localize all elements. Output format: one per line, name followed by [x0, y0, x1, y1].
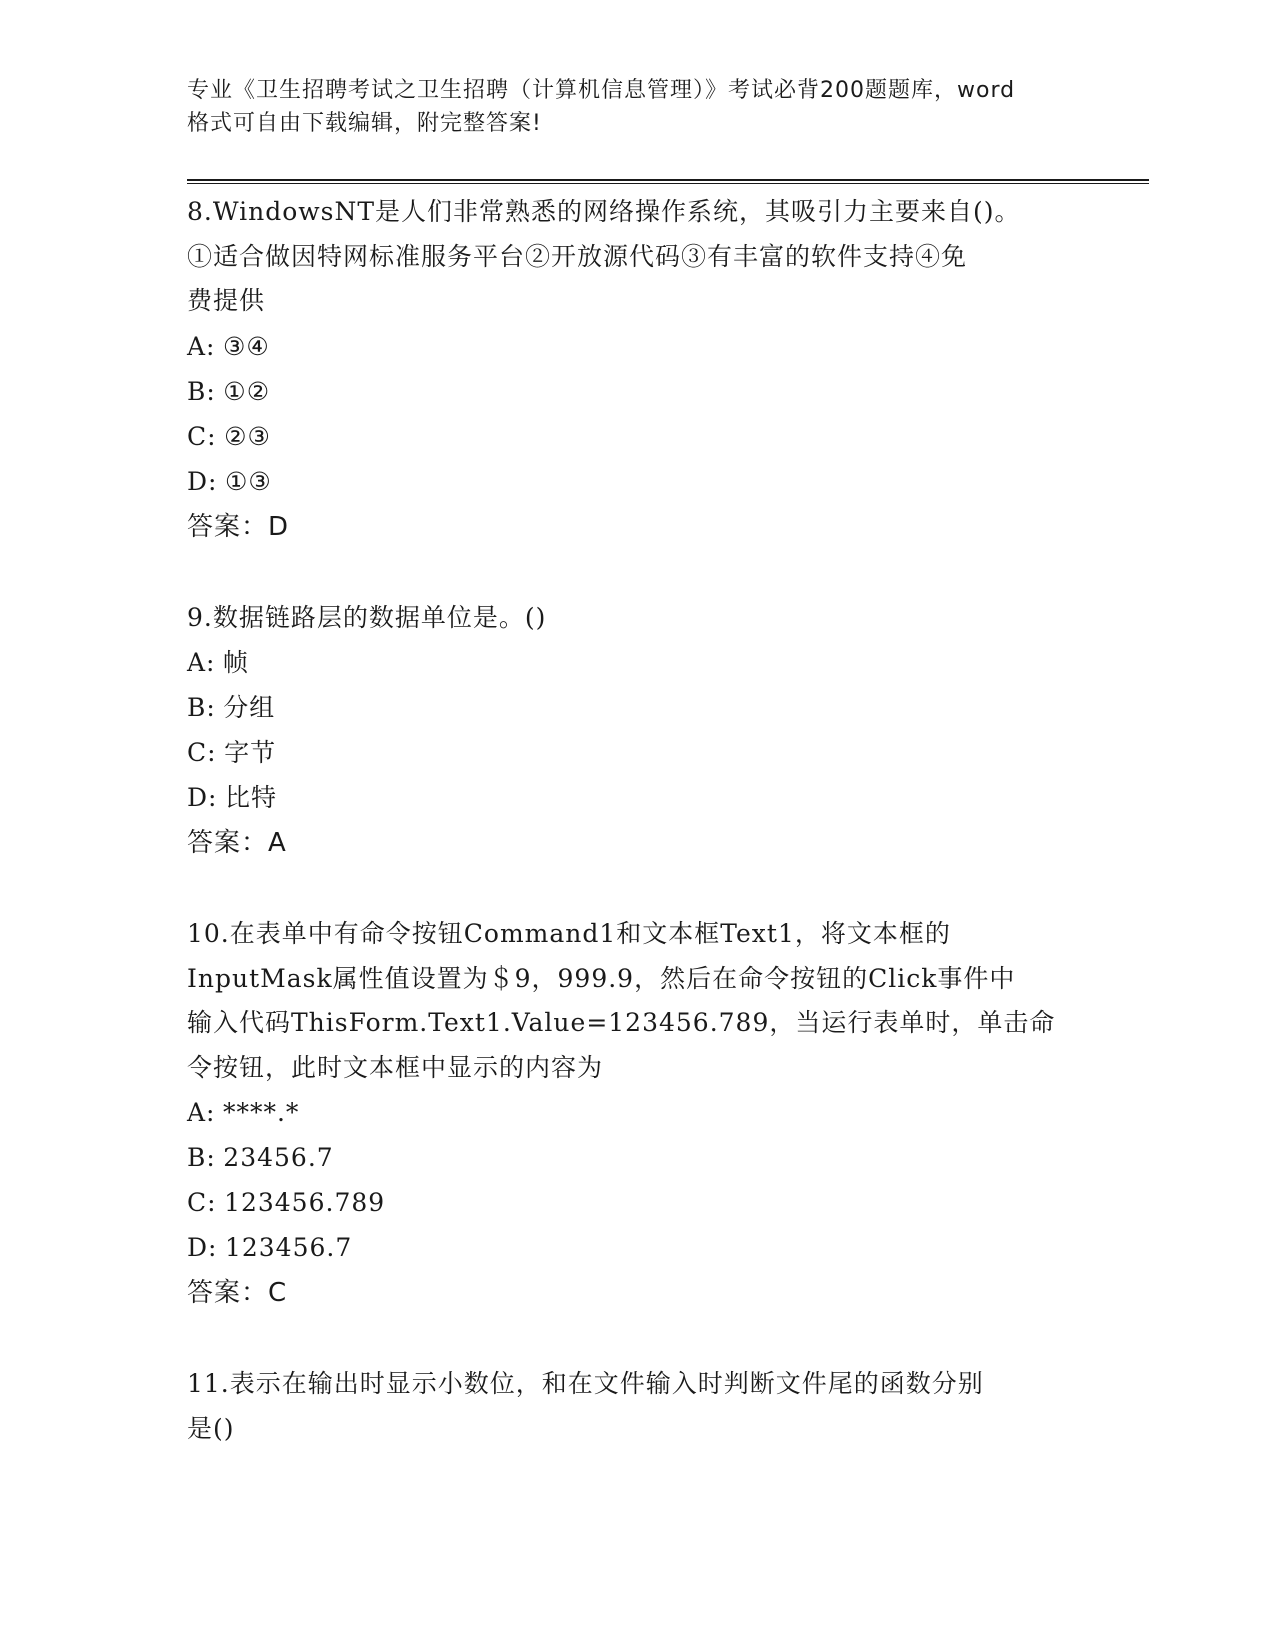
question-list — [187, 190, 1087, 1497]
option-text: 比特 — [224, 783, 277, 812]
option-c — [187, 414, 1087, 459]
option-a — [187, 1090, 1087, 1135]
option-letter: C: — [187, 738, 217, 767]
option-letter: B: — [187, 1143, 216, 1172]
question-line: 令按钮，此时文本框中显示的内容为 — [187, 1052, 604, 1082]
question-9 — [187, 596, 1087, 867]
option-c — [187, 730, 1087, 775]
question-10 — [187, 912, 1087, 1316]
option-letter: C: — [187, 1188, 217, 1217]
option-text: 123456.7 — [224, 1233, 353, 1262]
option-letter: D: — [187, 1233, 218, 1262]
answer-line: 答案：C — [187, 1278, 288, 1308]
option-text: 帧 — [222, 648, 249, 677]
question-line: 是() — [187, 1413, 235, 1443]
option-letter: B: — [187, 693, 216, 722]
option-text: ①③ — [224, 466, 272, 496]
option-letter: B: — [187, 376, 216, 406]
question-stem — [187, 912, 1087, 1090]
option-b — [187, 1135, 1087, 1180]
question-stem — [187, 190, 1087, 324]
question-line: ①适合做因特网标准服务平台②开放源代码③有丰富的软件支持④免 — [187, 241, 968, 271]
option-text: 123456.789 — [224, 1188, 386, 1217]
option-b — [187, 369, 1087, 414]
question-8 — [187, 190, 1087, 550]
answer-line: 答案：A — [187, 828, 287, 858]
question-line: 9.数据链路层的数据单位是。() — [187, 602, 547, 632]
question-line: 8.WindowsNT是人们非常熟悉的网络操作系统，其吸引力主要来自()。 — [187, 197, 1021, 226]
option-d — [187, 459, 1087, 504]
option-text: 字节 — [224, 738, 277, 767]
option-d — [187, 775, 1087, 820]
header-line-1: 专业《卫生招聘考试之卫生招聘（计算机信息管理）》考试必背200题题库，word — [187, 78, 1016, 103]
option-letter: C: — [187, 421, 217, 451]
option-letter: A: — [187, 1098, 216, 1127]
answer-line: 答案：D — [187, 511, 290, 542]
question-line: 10.在表单中有命令按钮Command1和文本框Text1，将文本框的 — [187, 919, 951, 948]
option-c — [187, 1180, 1087, 1225]
header-divider-thick — [187, 179, 1149, 181]
question-line: InputMask属性值设置为＄9，999.9，然后在命令按钮的Click事件中 — [187, 963, 1016, 993]
option-text: 23456.7 — [223, 1143, 334, 1172]
option-text: ②③ — [224, 421, 271, 451]
question-line: 输入代码ThisForm.Text1.Value=123456.789，当运行表单时，单击命 — [187, 1008, 1056, 1037]
header-divider-thin — [187, 183, 1149, 184]
question-line: 11.表示在输出时显示小数位，和在文件输入时判断文件尾的函数分别 — [187, 1369, 984, 1398]
question-stem — [187, 1362, 1087, 1451]
option-text: ①② — [223, 376, 271, 406]
option-text: ****.* — [222, 1098, 300, 1127]
question-11 — [187, 1362, 1087, 1451]
option-letter: A: — [187, 648, 216, 677]
option-letter: D: — [187, 466, 218, 496]
question-stem — [187, 596, 1087, 641]
document-header — [187, 74, 1087, 140]
option-a — [187, 324, 1087, 369]
option-text: 分组 — [223, 693, 276, 722]
option-b — [187, 685, 1087, 730]
option-d — [187, 1225, 1087, 1270]
option-text: ③④ — [222, 331, 270, 361]
option-letter: D: — [187, 783, 218, 812]
option-a — [187, 640, 1087, 685]
option-letter: A: — [187, 331, 216, 361]
header-line-2: 格式可自由下载编辑，附完整答案! — [187, 111, 542, 136]
question-line: 费提供 — [187, 286, 266, 315]
